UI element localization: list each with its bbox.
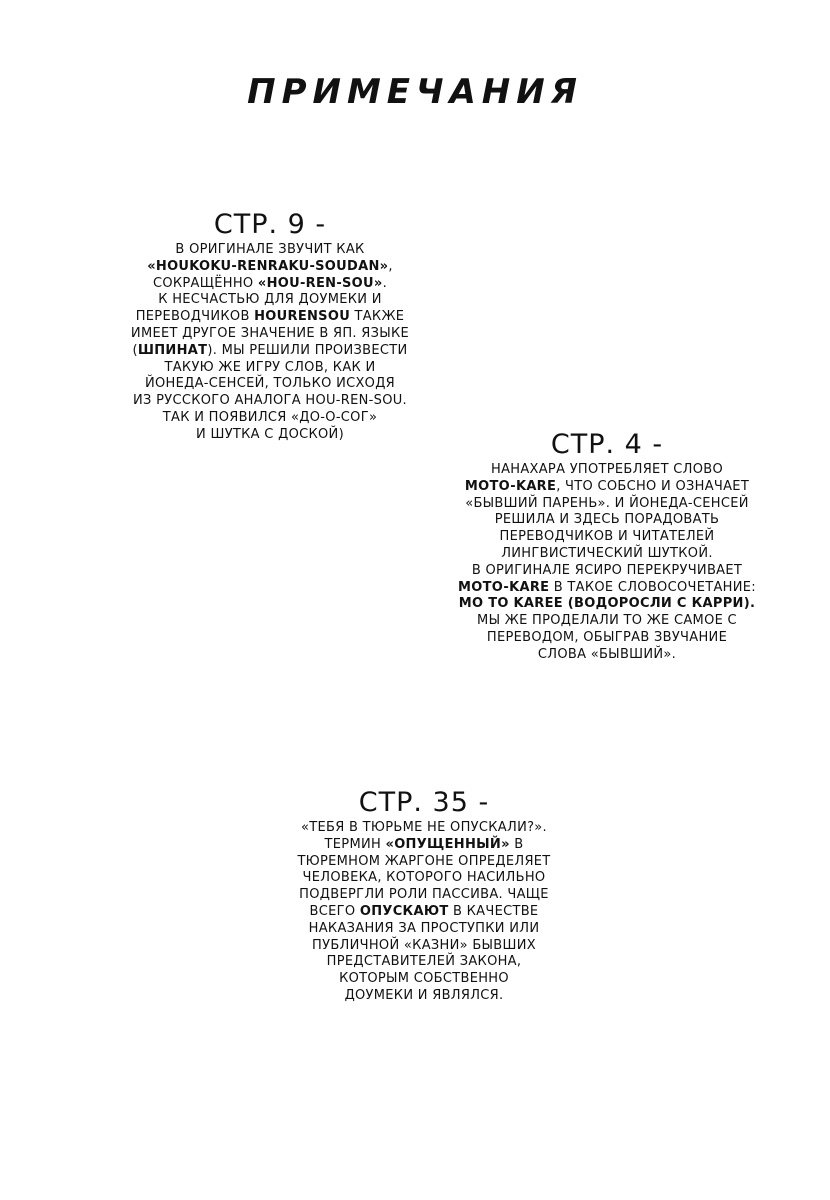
- note-text: СОКРАЩЁННО: [152, 275, 258, 291]
- note-term: MOTO-KARE: [464, 478, 557, 494]
- note-term: «ОПУЩЕННЫЙ»: [385, 836, 510, 852]
- note-text: МЫ ЖЕ ПРОДЕЛАЛИ ТО ЖЕ САМОЕ С: [477, 613, 737, 629]
- note-text: «ТЕБЯ В ТЮРЬМЕ НЕ ОПУСКАЛИ?».: [301, 820, 547, 835]
- note-line: [100, 259, 440, 276]
- note-line: [424, 479, 790, 496]
- note-line: [424, 529, 790, 546]
- note-line: [236, 854, 612, 871]
- note-text: РЕШИЛА И ЗДЕСЬ ПОРАДОВАТЬ: [494, 512, 720, 528]
- note-line: [100, 360, 440, 377]
- note-line: [100, 292, 440, 309]
- note-term: ОПУСКАЮТ: [359, 903, 449, 919]
- note-text: НАНАХАРА УПОТРЕБЛЯЕТ СЛОВО: [491, 462, 723, 477]
- note-text: ПЕРЕВОДОМ, ОБЫГРАВ ЗВУЧАНИЕ: [486, 629, 728, 645]
- note-line: [236, 921, 612, 938]
- note-term: «HOUKOKU-RENRAKU-SOUDAN»: [147, 258, 389, 274]
- note-line: [100, 242, 440, 259]
- note-text: В ОРИГИНАЛЕ ЗВУЧИТ КАК: [175, 242, 365, 257]
- note-text: ИЗ РУССКОГО АНАЛОГА HOU-REN-SOU.: [133, 393, 407, 409]
- note-term: «HOU-REN-SOU»: [257, 275, 383, 291]
- note-text: ПЕРЕВОДЧИКОВ: [135, 309, 255, 325]
- note-line: [236, 820, 612, 837]
- note-text: ТАКЖЕ: [350, 309, 405, 325]
- note-line: [424, 580, 790, 597]
- note-text: «БЫВШИЙ ПАРЕНЬ». И ЙОНЕДА-СЕНСЕЙ: [465, 495, 749, 511]
- note-line: [100, 276, 440, 293]
- note-line: [424, 563, 790, 580]
- note-line: [236, 938, 612, 955]
- note-line: [236, 837, 612, 854]
- note-line: [100, 343, 440, 360]
- note-text: ТАКУЮ ЖЕ ИГРУ СЛОВ, КАК И: [164, 359, 376, 375]
- note-text: ВСЕГО: [309, 903, 360, 919]
- note-text: ЛИНГВИСТИЧЕСКИЙ ШУТКОЙ.: [501, 545, 713, 561]
- note-text: ). МЫ РЕШИЛИ ПРОИЗВЕСТИ: [207, 342, 408, 358]
- note-text: К НЕСЧАСТЬЮ ДЛЯ ДОУМЕКИ И: [158, 292, 382, 308]
- note-line: [424, 647, 790, 664]
- note-line: [100, 326, 440, 343]
- note-line: [236, 887, 612, 904]
- note-text: (: [132, 342, 138, 358]
- note-line: [100, 410, 440, 427]
- note-text: В КАЧЕСТВЕ: [448, 903, 539, 919]
- note-heading: СТР. 35 -: [358, 787, 490, 818]
- note-page-9: [100, 210, 440, 444]
- note-line: [100, 376, 440, 393]
- note-line: [424, 496, 790, 513]
- note-text: ПРЕДСТАВИТЕЛЕЙ ЗАКОНА,: [326, 954, 522, 970]
- note-line: [236, 971, 612, 988]
- note-line: [424, 630, 790, 647]
- note-line: [236, 904, 612, 921]
- note-body: [236, 820, 612, 1005]
- note-term: ШПИНАТ: [137, 342, 208, 358]
- page-title: ПРИМЕЧАНИЯ: [247, 72, 583, 112]
- note-text: ТЮРЕМНОМ ЖАРГОНЕ ОПРЕДЕЛЯЕТ: [297, 853, 551, 869]
- note-line: [100, 393, 440, 410]
- note-line: [424, 462, 790, 479]
- note-text: СЛОВА «БЫВШИЙ».: [537, 646, 677, 662]
- note-line: [424, 613, 790, 630]
- note-text: ТАК И ПОЯВИЛСЯ «ДО-О-СОГ»: [162, 409, 378, 425]
- note-text: ИМЕЕТ ДРУГОЕ ЗНАЧЕНИЕ В ЯП. ЯЗЫКЕ: [130, 325, 410, 341]
- note-heading: СТР. 9 -: [213, 209, 327, 240]
- note-text: В ОРИГИНАЛЕ ЯСИРО ПЕРЕКРУЧИВАЕТ: [471, 562, 743, 578]
- note-line: [100, 309, 440, 326]
- note-text: НАКАЗАНИЯ ЗА ПРОСТУПКИ ИЛИ: [308, 920, 540, 936]
- note-text: КОТОРЫМ СОБСТВЕННО: [339, 971, 509, 987]
- note-term: MOTO-KARE: [458, 579, 550, 595]
- note-line: [424, 596, 790, 613]
- note-text: ЧЕЛОВЕКА, КОТОРОГО НАСИЛЬНО: [302, 870, 546, 886]
- note-page-4: [424, 430, 790, 664]
- note-text: И ШУТКА С ДОСКОЙ): [196, 426, 344, 442]
- note-line: [236, 988, 612, 1005]
- note-page-35: [236, 788, 612, 1005]
- note-text: ПУБЛИЧНОЙ «КАЗНИ» БЫВШИХ: [312, 937, 536, 953]
- note-text: ПЕРЕВОДЧИКОВ И ЧИТАТЕЛЕЙ: [499, 529, 715, 545]
- note-text: ,: [388, 258, 393, 274]
- note-term: MO TO KAREE (ВОДОРОСЛИ С КАРРИ).: [458, 596, 756, 612]
- note-text: ТЕРМИН: [324, 836, 386, 852]
- note-body: [100, 242, 440, 444]
- note-text: .: [382, 275, 388, 291]
- note-text: ПОДВЕРГЛИ РОЛИ ПАССИВА. ЧАЩЕ: [299, 887, 549, 903]
- note-line: [236, 954, 612, 971]
- note-line: [236, 870, 612, 887]
- note-line: [100, 427, 440, 444]
- note-line: [424, 546, 790, 563]
- note-text: В: [509, 836, 524, 852]
- note-heading: СТР. 4 -: [550, 429, 664, 460]
- note-text: ДОУМЕКИ И ЯВЛЯЛСЯ.: [344, 987, 504, 1003]
- note-text: , ЧТО СОБСНО И ОЗНАЧАЕТ: [556, 478, 750, 494]
- note-body: [424, 462, 790, 664]
- note-text: ЙОНЕДА-СЕНСЕЙ, ТОЛЬКО ИСХОДЯ: [144, 376, 396, 392]
- note-line: [424, 512, 790, 529]
- note-term: HOURENSOU: [254, 309, 351, 325]
- note-text: В ТАКОЕ СЛОВОСОЧЕТАНИЕ:: [549, 579, 756, 595]
